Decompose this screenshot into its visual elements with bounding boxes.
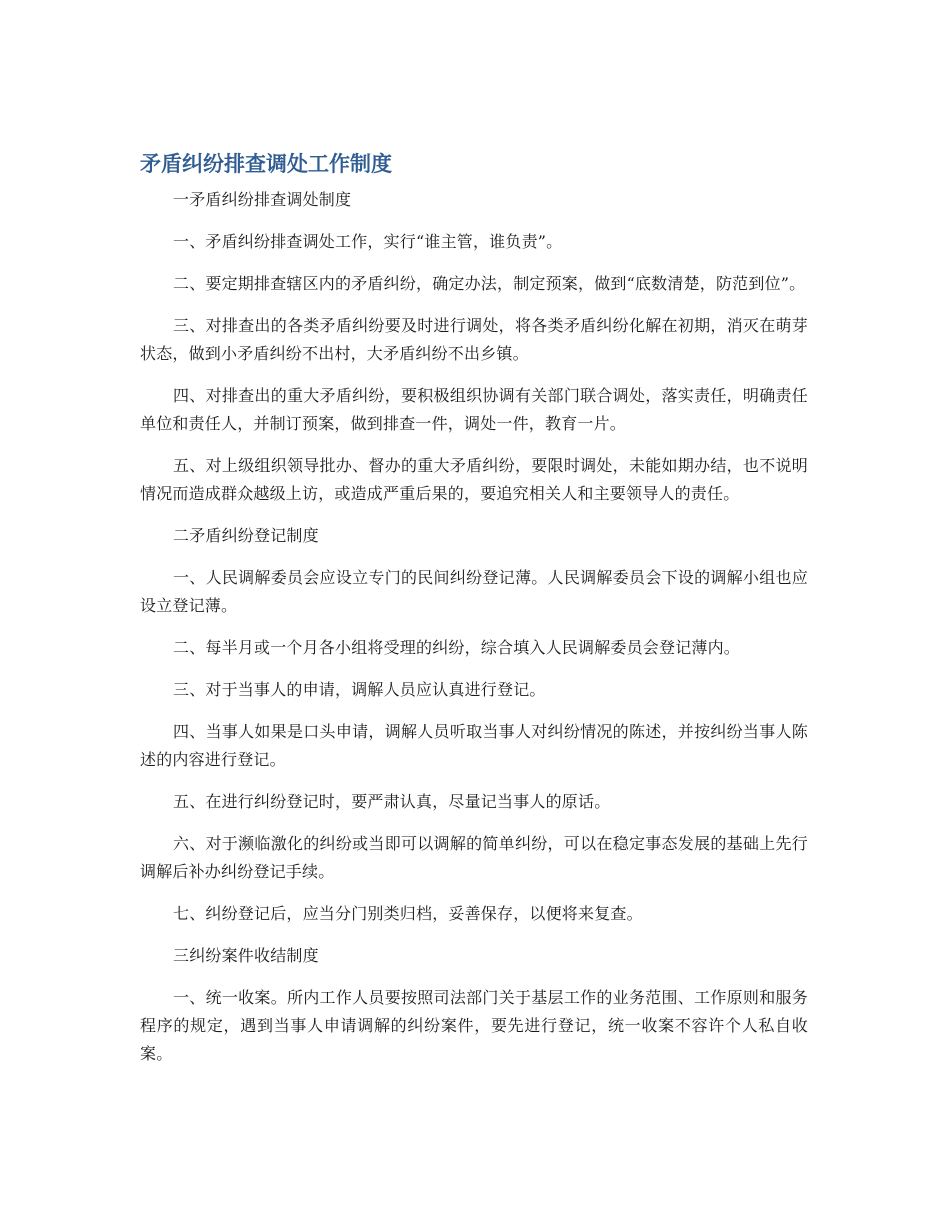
document-title: 矛盾纠纷排查调处工作制度: [140, 152, 392, 176]
paragraph: 一、人民调解委员会应设立专门的民间纠纷登记薄。人民调解委员会下设的调解小组也应设立登记薄。: [140, 568, 808, 615]
paragraph: 三、对于当事人的申请，调解人员应认真进行登记。: [173, 680, 546, 699]
section-heading-1: 一矛盾纠纷排查调处制度: [173, 190, 352, 209]
paragraph: 四、对排查出的重大矛盾纠纷，要积极组织协调有关部门联合调处，落实责任，明确责任单位和责任人，并制订预案，做到排查一件，调处一件，教育一片。: [140, 386, 808, 433]
paragraph: 四、当事人如果是口头申请，调解人员听取当事人对纠纷情况的陈述，并按纠纷当事人陈述的内容进行登记。: [140, 722, 808, 769]
paragraph: 五、在进行纠纷登记时，要严肃认真，尽量记当事人的原话。: [173, 792, 611, 811]
paragraph: 二、每半月或一个月各小组将受理的纠纷，综合填入人民调解委员会登记薄内。: [173, 638, 741, 657]
paragraph: 一、矛盾纠纷排查调处工作，实行“谁主管，谁负责”。: [173, 232, 563, 251]
section-heading-2: 二矛盾纠纷登记制度: [173, 526, 319, 545]
paragraph: 七、纠纷登记后，应当分门别类归档，妥善保存，以便将来复查。: [173, 904, 643, 923]
paragraph: 三、对排查出的各类矛盾纠纷要及时进行调处，将各类矛盾纠纷化解在初期，消灭在萌芽状态，做到小矛盾纠纷不出村，大矛盾纠纷不出乡镇。: [140, 316, 808, 363]
section-heading-3: 三纠纷案件收结制度: [173, 946, 319, 965]
paragraph: 二、要定期排查辖区内的矛盾纠纷，确定办法，制定预案，做到“底数清楚，防范到位”。: [173, 274, 806, 293]
paragraph: 六、对于濒临激化的纠纷或当即可以调解的简单纠纷，可以在稳定事态发展的基础上先行调解后补办纠纷登记手续。: [140, 834, 808, 881]
paragraph: 一、统一收案。所内工作人员要按照司法部门关于基层工作的业务范围、工作原则和服务程序的规定，遇到当事人申请调解的纠纷案件，要先进行登记，统一收案不容许个人私自收案。: [140, 988, 808, 1063]
paragraph: 五、对上级组织领导批办、督办的重大矛盾纠纷，要限时调处，未能如期办结，也不说明情况而造成群众越级上访，或造成严重后果的，要追究相关人和主要领导人的责任。: [140, 456, 808, 503]
document-body: [140, 150, 808, 1082]
